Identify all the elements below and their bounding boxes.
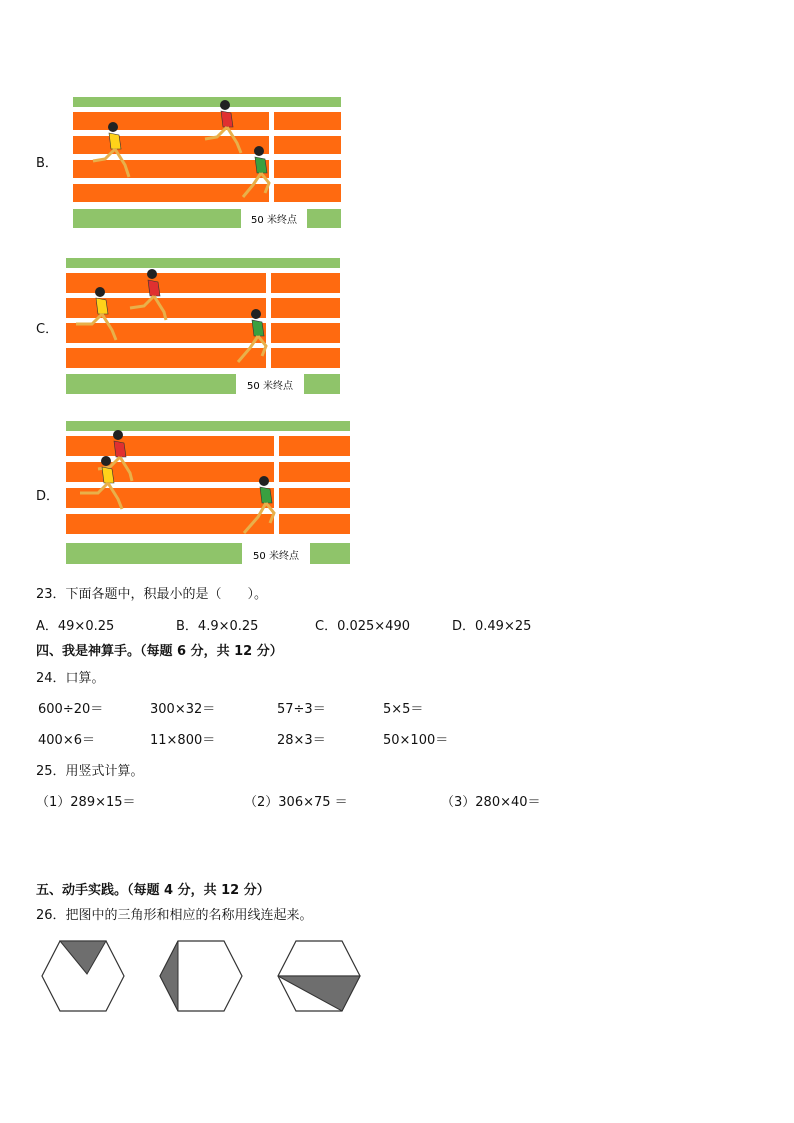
q25-stem: 25．用竖式计算。 — [36, 764, 144, 779]
hexagon-figure-1 — [38, 938, 128, 1014]
finish-label: 50 米终点 — [253, 551, 299, 562]
q26-stem: 26．把图中的三角形和相应的名称用线连起来。 — [36, 908, 313, 923]
q23-option-d: D．0.49×25 — [452, 619, 532, 634]
q24-r2-c1: 400×6＝ — [38, 733, 95, 748]
finish-label: 50 米终点 — [247, 381, 293, 392]
q24-r1-c1: 600÷20＝ — [38, 702, 104, 717]
q24-r2-c3: 28×3＝ — [277, 733, 326, 748]
q24-stem: 24．口算。 — [36, 671, 105, 686]
option-b-letter: B． — [36, 156, 58, 171]
q23-option-a: A．49×0.25 — [36, 619, 115, 634]
hexagon-figure-3 — [274, 938, 364, 1014]
q25-item-3: （3）280×40＝ — [441, 795, 541, 810]
q24-r1-c2: 300×32＝ — [150, 702, 216, 717]
section-5-title: 五、动手实践。（每题 4 分，共 12 分） — [36, 883, 270, 898]
q23-stem: 23．下面各题中，积最小的是（ ）。 — [36, 587, 268, 602]
q23-option-b: B．4.9×0.25 — [176, 619, 259, 634]
track-figure-b — [73, 95, 341, 229]
option-d-letter: D． — [36, 489, 60, 504]
q23-option-c: C．0.025×490 — [315, 619, 410, 634]
track-figure-c — [66, 256, 340, 396]
finish-label: 50 米终点 — [251, 215, 297, 226]
q24-r1-c4: 5×5＝ — [383, 702, 424, 717]
track-figure-d — [66, 419, 350, 567]
section-4-title: 四、我是神算手。（每题 6 分，共 12 分） — [36, 644, 283, 659]
q25-item-1: （1）289×15＝ — [36, 795, 136, 810]
q24-r2-c4: 50×100＝ — [383, 733, 449, 748]
q25-item-2: （2）306×75 ＝ — [244, 795, 348, 810]
hexagon-figure-2 — [156, 938, 246, 1014]
option-c-letter: C． — [36, 322, 59, 337]
q24-r1-c3: 57÷3＝ — [277, 702, 326, 717]
q24-r2-c2: 11×800＝ — [150, 733, 216, 748]
